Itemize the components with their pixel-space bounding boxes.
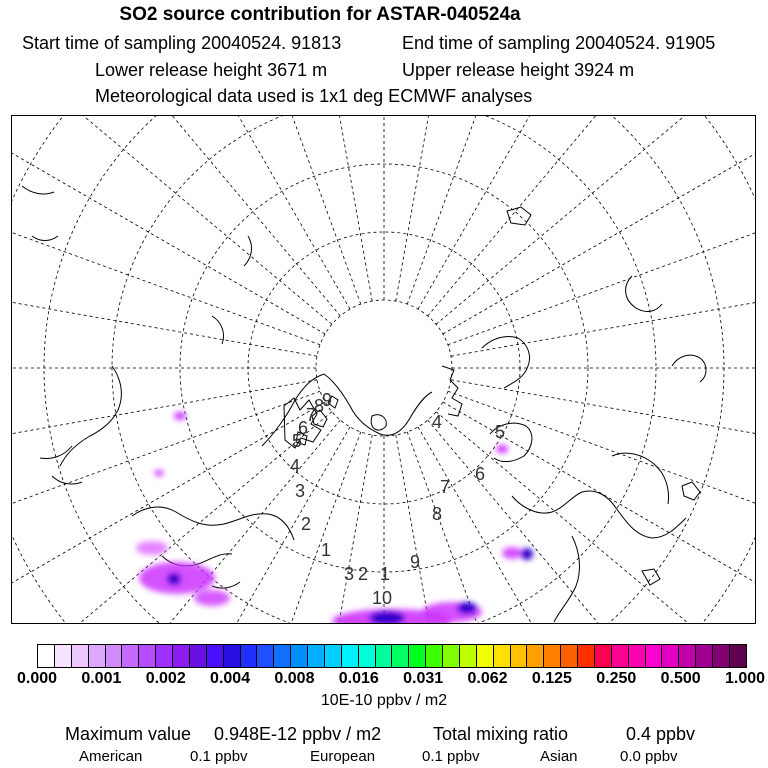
met-data-label: Meteorological data used is 1x1 deg ECMWF analyses [95, 86, 533, 106]
meridian-line [451, 246, 755, 356]
colorbar-cell [342, 645, 359, 667]
meridian-line [436, 412, 755, 623]
meridian-line [12, 246, 317, 356]
colorbar-tick-label: 0.008 [274, 670, 315, 687]
american-label: American [79, 748, 143, 765]
trajectory-label: 9 [322, 390, 333, 410]
colorbar-cell [646, 645, 663, 667]
colorbar-cell [392, 645, 409, 667]
meridian-line [12, 116, 340, 316]
colorbar-cell [38, 645, 55, 667]
coastlines [22, 186, 706, 622]
plume-patch [154, 470, 164, 476]
graticule [12, 116, 755, 623]
colorbar-tick-label: 0.500 [660, 670, 701, 687]
coastline [482, 336, 530, 388]
trajectory-label: 5 [495, 422, 506, 442]
colorbar-cell [730, 645, 746, 667]
max-value-label: Maximum value [65, 724, 192, 744]
trajectory-label: 7 [440, 477, 451, 497]
colorbar-tick-label: 0.004 [210, 670, 251, 687]
colorbar-cell [578, 645, 595, 667]
plume-patch [136, 541, 168, 555]
trajectory-markers [290, 390, 505, 608]
meridian-line [12, 116, 332, 324]
plume-patch [502, 547, 522, 559]
colorbar-cell [679, 645, 696, 667]
colorbar-cell [224, 645, 241, 667]
trajectory-label: 3 [295, 481, 306, 501]
european-value: 0.1 ppbv [422, 748, 480, 765]
colorbar-tick-label: 0.250 [596, 670, 637, 687]
map-title: SO2 source contribution for ASTAR-040524a [119, 4, 521, 25]
so2-plume [136, 412, 533, 623]
meridian-line [396, 435, 506, 623]
meridian-line [418, 427, 734, 623]
colorbar-tick-label: 0.016 [338, 670, 379, 687]
colorbar-tick-label: 1.000 [724, 670, 766, 687]
colorbar-cell [426, 645, 443, 667]
polar-map [11, 115, 756, 624]
colorbar-unit: 10E-10 ppbv / m2 [320, 692, 448, 709]
colorbar-cell [662, 645, 679, 667]
colorbar-cell [89, 645, 106, 667]
meridian-line [145, 432, 361, 623]
colorbar-cell [173, 645, 190, 667]
trajectory-label: 9 [410, 552, 421, 572]
meridian-line [407, 116, 623, 304]
colorbar-tick-label: 0.031 [403, 670, 444, 687]
lower-release-label: Lower release height 3671 m [95, 60, 328, 80]
total-mixing-value: 0.4 ppbv [626, 724, 696, 744]
colorbar-cell [460, 645, 477, 667]
meridian-line [396, 116, 506, 301]
coastline [512, 491, 686, 538]
trajectory-label: 8 [432, 504, 443, 524]
coastline [672, 355, 706, 382]
meridian-line [145, 116, 361, 304]
coastline [612, 453, 668, 504]
trajectory-label: 4 [290, 456, 301, 476]
trajectory-label: 6 [298, 418, 309, 438]
asian-label: Asian [540, 748, 578, 765]
plume-patch [496, 445, 508, 453]
meridian-line [12, 380, 317, 490]
coastline [554, 536, 579, 622]
colorbar-cell [257, 645, 274, 667]
trajectory-label: 8 [314, 396, 325, 416]
meridian-line [436, 116, 755, 324]
trajectory-label: 7 [306, 405, 317, 425]
colorbar-cell [713, 645, 730, 667]
start-time-label: Start time of sampling 20040524. 91813 [22, 33, 342, 53]
meridian-line [262, 435, 372, 623]
coastline [371, 415, 386, 430]
meridian-line [428, 420, 755, 623]
plume-core [521, 548, 533, 560]
colorbar-cell [376, 645, 393, 667]
trajectory-label: 1 [380, 564, 391, 584]
colorbar-cell [359, 645, 376, 667]
colorbar-tick-label: 0.002 [145, 670, 186, 687]
meridian-line [407, 432, 623, 623]
colorbar-tick-label: 0.062 [467, 670, 508, 687]
colorbar-cell [443, 645, 460, 667]
colorbar-cell [156, 645, 173, 667]
colorbar-cell [308, 645, 325, 667]
colorbar-cell [477, 645, 494, 667]
colorbar-cell [696, 645, 713, 667]
total-mixing-label: Total mixing ratio [433, 724, 569, 744]
colorbar-tick-label: 0.001 [81, 670, 122, 687]
upper-release-label: Upper release height 3924 m [402, 60, 635, 80]
latitude-circle [12, 116, 755, 623]
colorbar-cell [139, 645, 156, 667]
colorbar-cell [595, 645, 612, 667]
coastline [626, 276, 662, 311]
plume-core [457, 602, 477, 614]
coastline [262, 374, 432, 446]
european-label: European [310, 748, 376, 765]
colorbar-cell [612, 645, 629, 667]
colorbar-cell [207, 645, 224, 667]
trajectory-label: 2 [301, 514, 312, 534]
colorbar-cell [409, 645, 426, 667]
trajectory-label: 2 [358, 564, 369, 584]
colorbar-tick-label: 0.125 [531, 670, 572, 687]
trajectory-label: 4 [432, 412, 443, 432]
american-value: 0.1 ppbv [190, 748, 248, 765]
colorbar-cell [106, 645, 123, 667]
colorbar-cell [241, 645, 258, 667]
plume-patch [194, 590, 230, 606]
meridian-line [12, 116, 325, 334]
trajectory-label: 6 [475, 464, 486, 484]
colorbar-cell [55, 645, 72, 667]
end-time-label: End time of sampling 20040524. 91905 [402, 33, 716, 53]
colorbar-cell [527, 645, 544, 667]
meridian-line [443, 116, 755, 334]
colorbar-cell [274, 645, 291, 667]
asian-value: 0.0 ppbv [620, 748, 678, 765]
max-value: 0.948E-12 ppbv / m2 [214, 724, 382, 744]
coastline [212, 236, 251, 344]
coastline [132, 507, 294, 540]
colorbar-cell [122, 645, 139, 667]
colorbar-cell [291, 645, 308, 667]
colorbar-tick-label: 0.000 [16, 670, 58, 687]
colorbar-cell [325, 645, 342, 667]
meridian-line [443, 402, 755, 623]
colorbar-cell [561, 645, 578, 667]
coastline [507, 207, 531, 225]
polar-map-canvas [12, 116, 755, 623]
trajectory-label: 10 [372, 588, 393, 608]
plume-patch [174, 412, 186, 420]
colorbar-cell [72, 645, 89, 667]
colorbar-cell [494, 645, 511, 667]
coastline [442, 366, 462, 416]
coastline [642, 482, 700, 585]
meridian-line [428, 116, 755, 316]
trajectory-label: 3 [344, 564, 355, 584]
colorbar-cell [544, 645, 561, 667]
plume-core [167, 573, 181, 585]
colorbar-cell [511, 645, 528, 667]
colorbar-cell [190, 645, 207, 667]
coastline [22, 186, 58, 241]
colorbar [37, 644, 747, 668]
colorbar-cell [629, 645, 646, 667]
trajectory-label: 1 [321, 540, 332, 560]
meridian-line [262, 116, 372, 301]
trajectory-label: 5 [292, 431, 303, 451]
